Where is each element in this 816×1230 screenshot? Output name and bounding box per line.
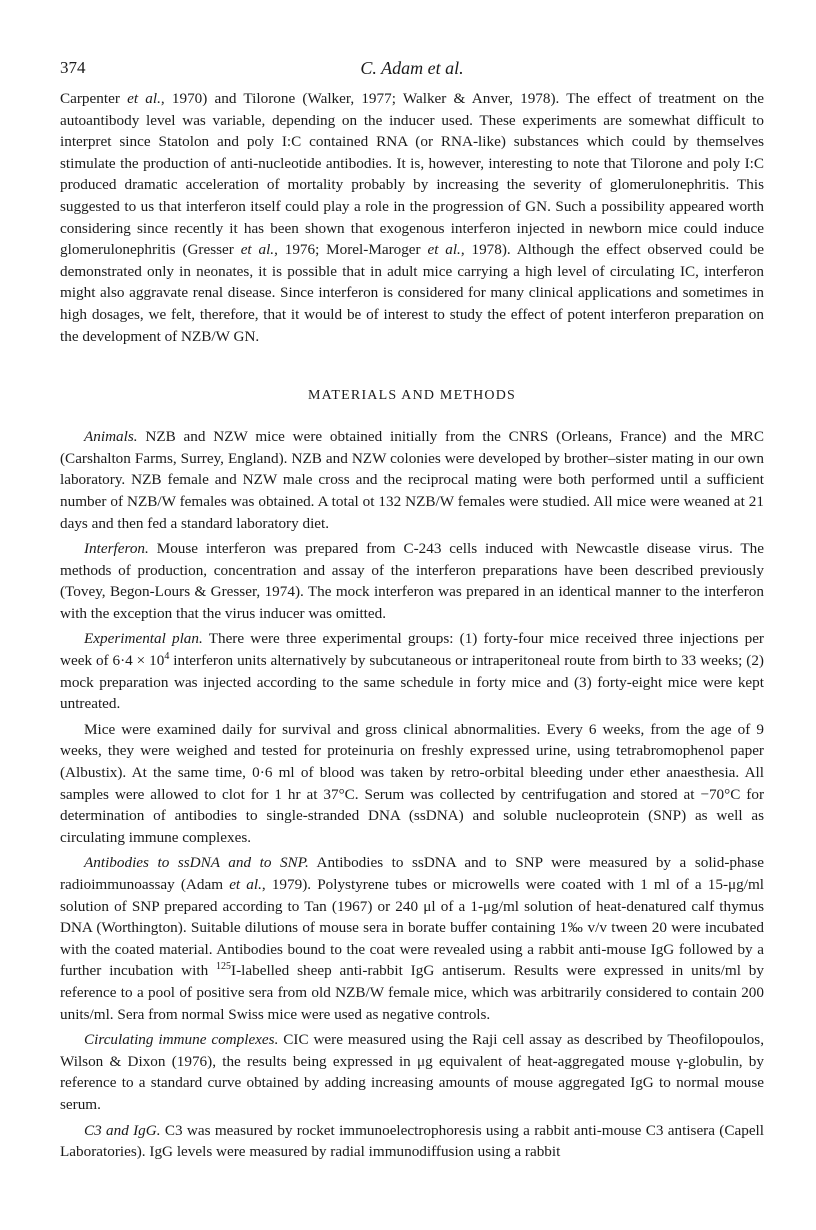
page-number: 374 — [60, 58, 86, 77]
antibodies-lead: Antibodies to ssDNA and to SNP. — [84, 854, 309, 872]
experimental-plan-paragraph: Experimental plan. There were three experimental groups: (1) forty-four mice received three injections per week of $6\cdot 4 \times 10^4$ interferon units alternatively by subcutaneous or intraperitoneal route from birth to 33 weeks; (2) mock preparation was injected according to the same schedule in forty mice and (3) forty-eight mice were kept untreated. — [60, 630, 764, 713]
antibodies-paragraph: Antibodies to ssDNA and to SNP. Antibodies to ssDNA and to SNP were measured by a solid-phase radioimmunoassay (Adam et al., 1979). Polystyrene tubes or microwells were coated with 1 ml of a 15-μg/ml solution of SNP prepared according to Tan (1967) or 240 μl of a 1-μg/ml solution of heat-denatured calf thymus DNA (Worthington). Suitable dilutions of mouse sera in borate buffer containing 1‰ v/v tween 20 were incubated with the coated material. Antibodies bound to the coat were revealed using a rabbit anti-mouse IgG followed by a further incubation with $^{125}$I-labelled sheep anti-rabbit IgG antiserum. Results were expressed in units/ml by reference to a pool of positive sera from old NZB/W female mice, which was arbitrarily considered to contain 200 units/ml. Sera from normal Swiss mice were used as negative controls. — [60, 854, 765, 1023]
section-heading: MATERIALS AND METHODS — [308, 388, 516, 404]
c3-igg-paragraph: C3 and IgG. C3 was measured by rocket immunoelectrophoresis using a rabbit anti-mouse C3 antisera (Capell Laboratories). IgG levels were measured by radial immunodiffusion using a rabbit — [60, 1121, 764, 1161]
cic-paragraph: Circulating immune complexes. CIC were measured using the Raji cell assay as described by Theofilopoulos, Wilson & Dixon (1976), the results being expressed in μg equivalent of heat-aggregated mouse γ-globulin, by reference to a standard curve obtained by adding increasing amounts of mouse aggregated IgG to normal mouse serum. — [60, 1031, 764, 1113]
experimental-plan-lead: Experimental plan. — [84, 630, 203, 648]
mice-paragraph: Mice were examined daily for survival and gross clinical abnormalities. Every 6 weeks, from the age of 9 weeks, they were weighed and tested for proteinuria on freshly expressed urine, using tetrabromophenol paper (Albustix). At the same time, 0·6 ml of blood was taken by retro-orbital bleeding under ether anaesthesia. All samples were allowed to clot for 1 hr at 37°C. Serum was collected by centrifugation and stored at −70°C for determination of antibodies to single-stranded DNA (ssDNA) and soluble nucleoprotein (SNP) as well as circulating immune complexes. — [60, 720, 764, 846]
animals-lead: Animals. — [84, 428, 138, 446]
c3-igg-lead: C3 and IgG. — [84, 1121, 161, 1139]
animals-paragraph: Animals. NZB and NZW mice were obtained initially from the CNRS (Orleans, France) and the MRC (Carshalton Farms, Surrey, England). NZB and NZW colonies were developed by brother–sister mating in our own laboratory. NZB female and NZW male cross and the reciprocal mating were both performed until a sufficient number of NZB/W females was obtained. A total ot 132 NZB/W females were studied. All mice were weaned at 21 days and then fed a standard laboratory diet. — [60, 428, 764, 532]
running-head — [60, 58, 764, 88]
interferon-paragraph: Interferon. Mouse interferon was prepared from C-243 cells induced with Newcastle disease virus. The methods of production, concentration and assay of the interferon preparations have been described previously (Tovey, Begon-Lours & Gresser, 1974). The mock interferon was prepared in an identical manner to the interferon with the exception that the virus inducer was omitted. — [60, 540, 764, 622]
cic-lead: Circulating immune complexes. — [84, 1031, 279, 1049]
interferon-lead: Interferon. — [84, 540, 149, 558]
intro-paragraph: Carpenter et al., 1970) and Tilorone (Walker, 1977; Walker & Anver, 1978). The effect of treatment on the autoantibody level was variable, depending on the inducer used. These experiments are somewhat difficult to interpret since Statolon and poly I:C contained RNA (or RNA-like) substances which could by themselves stimulate the production of anti-nucleotide antibodies. It is, however, interesting to note that Tilorone and poly I:C produced dramatic acceleration of mortality probably by increasing the severity of glomerulonephritis. This suggested to us that interferon itself could play a role in the progression of GN. Such a possibility appeared worth considering since recently it has been shown that exogenous interferon injected in newborn mice could induce glomerulonephritis (Gresser et al., 1976; Morel-Maroger et al., 1978). Although the effect observed could be demonstrated only in neonates, it is possible that in adult mice carrying a high level of circulating IC, interferon might also aggravate renal disease. Since interferon is considered for many clinical applications and sometimes in high dosages, we felt, therefore, that it would be of interest to study the effect of potent interferon preparation on the development of NZB/W GN. — [60, 90, 765, 345]
running-author: C. Adam et al. — [360, 58, 464, 78]
page — [60, 58, 764, 1163]
